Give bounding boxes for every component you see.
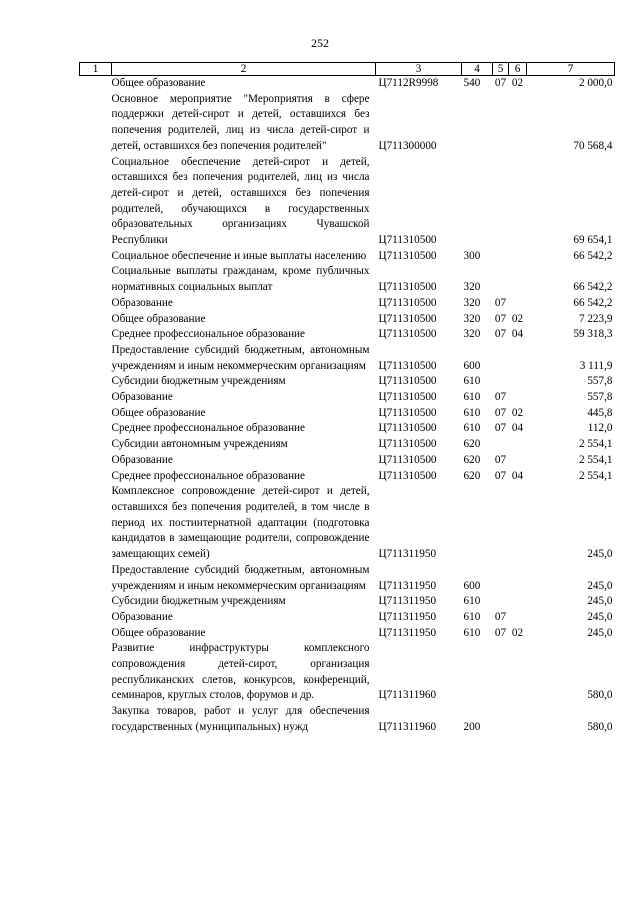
row-subsection: 04 [511,422,524,435]
row-subsection [509,484,527,563]
table-row [80,76,615,92]
row-expense-type: 620 [463,438,481,451]
table-row [80,249,615,265]
row-expense-type: 200 [463,720,481,733]
row-amount: 245,0 [587,626,613,639]
row-subsection [509,92,527,155]
table-row [80,563,615,594]
row-target-code: Ц711310500 [378,469,437,482]
table-body [80,76,615,736]
row-expense-type: 610 [463,626,481,639]
table-row [80,626,615,642]
row-section: 07 [494,626,507,639]
row-target-code: Ц711310500 [378,281,437,294]
table-row [80,343,615,374]
row-amount: 112,0 [587,422,613,435]
row-target-code: Ц711310500 [378,312,437,325]
cell-num [80,343,112,374]
row-expense-type [462,92,493,155]
row-section: 07 [494,312,507,325]
row-section: 07 [494,77,507,89]
table-row [80,296,615,312]
row-expense-type: 320 [463,281,481,294]
cell-num [80,641,112,704]
row-name: Субсидии автономным учреждениям [111,438,288,451]
row-target-code: Ц711310500 [378,249,437,262]
table-row [80,264,615,295]
row-name: Общее образование [111,77,206,89]
row-expense-type: 610 [463,406,481,419]
row-amount: 66 542,2 [573,281,613,294]
cell-num [80,594,112,610]
row-section [493,563,509,594]
row-target-code: Ц711310500 [378,359,437,372]
row-expense-type: 610 [463,391,481,404]
row-target-code: Ц711310500 [378,438,437,451]
row-section [493,249,509,265]
row-target-code: Ц711310500 [378,375,437,388]
row-name: Среднее профессиональное образование [111,422,306,435]
table-row [80,390,615,406]
page-number: 252 [311,36,329,50]
row-subsection [509,264,527,295]
row-name: Общее образование [111,406,206,419]
cell-num [80,563,112,594]
row-expense-type: 610 [463,422,481,435]
row-section: 07 [494,391,507,404]
row-subsection [509,704,527,735]
row-subsection [509,390,527,406]
row-target-code: Ц711310500 [378,391,437,404]
row-name: Комплексное сопровождение детей-сирот и детей, оставшихся без попечения родителей, в том числе в период их постинтернатной адаптации (подготовка кандидатов в замещающие родители, сопровождение замещающих семей) [111,485,370,561]
row-subsection [509,563,527,594]
cell-num [80,610,112,626]
table-row [80,469,615,485]
row-subsection [509,249,527,265]
cell-num [80,704,112,735]
row-section: 07 [494,328,507,341]
row-subsection: 02 [511,77,524,89]
row-expense-type [462,484,493,563]
table-row [80,484,615,563]
cell-num [80,76,112,92]
row-name: Развитие инфраструктуры комплексного сопровождения детей-сирот, организация республиканских слетов, конкурсов, конференций, семинаров, круглых столов, форумов и др. [111,642,370,702]
row-section [493,704,509,735]
row-target-code: Ц711311950 [378,626,437,639]
cell-num [80,484,112,563]
table-row [80,610,615,626]
cell-num [80,437,112,453]
row-section: 07 [494,610,507,623]
row-amount: 3 111,9 [579,359,613,372]
row-expense-type: 600 [463,359,481,372]
table-row [80,374,615,390]
row-target-code: Ц711311950 [378,548,437,561]
cell-num [80,264,112,295]
row-name: Среднее профессиональное образование [111,328,306,341]
row-section [493,484,509,563]
row-expense-type: 610 [463,375,481,388]
cell-num [80,421,112,437]
cell-num [80,390,112,406]
row-subsection: 02 [511,406,524,419]
header-row [80,63,615,76]
row-name: Социальные выплаты гражданам, кроме публичных нормативных социальных выплат [111,265,370,294]
row-expense-type [462,641,493,704]
row-name: Закупка товаров, работ и услуг для обеспечения государственных (муниципальных) нужд [111,705,370,733]
row-expense-type: 320 [463,296,481,309]
row-target-code: Ц711311960 [378,689,437,702]
row-section: 07 [494,406,507,419]
row-section: 07 [494,469,507,482]
row-amount: 2 554,1 [578,469,613,482]
row-name: Общее образование [111,626,206,639]
row-subsection: 04 [511,328,524,341]
row-target-code: Ц711311950 [378,610,437,623]
table-row [80,92,615,155]
cell-num [80,249,112,265]
row-expense-type: 620 [463,469,481,482]
row-subsection [509,610,527,626]
row-target-code: Ц711311960 [378,720,437,733]
cell-num [80,469,112,485]
row-expense-type: 610 [463,595,481,608]
cell-num [80,327,112,343]
row-subsection [509,594,527,610]
row-subsection: 02 [511,312,524,325]
table-row [80,453,615,469]
row-expense-type: 610 [463,610,481,623]
row-target-code: Ц7112R9998 [378,77,439,89]
cell-num [80,453,112,469]
row-section [493,264,509,295]
cell-num [80,296,112,312]
row-name: Образование [111,610,173,623]
row-expense-type: 320 [463,328,481,341]
row-section [493,437,509,453]
row-name: Субсидии бюджетным учреждениям [111,375,286,388]
row-subsection [509,453,527,469]
row-amount: 2 554,1 [578,438,613,451]
row-amount: 59 318,3 [573,328,613,341]
row-expense-type: 320 [463,312,481,325]
row-name: Социальное обеспечение и иные выплаты населению [111,249,367,262]
cell-num [80,374,112,390]
row-amount: 245,0 [587,579,613,592]
table-row [80,312,615,328]
table-row [80,641,615,704]
row-name: Социальное обеспечение детей-сирот и детей, оставшихся без попечения родителей, лиц из числа детей-сирот и детей, оставшихся без попечения родителей, обучающихся в государственных образовательных организациях Чувашской Республики [111,155,370,247]
row-target-code: Ц711310500 [378,453,437,466]
row-amount: 580,0 [587,689,613,702]
row-subsection: 02 [511,626,524,639]
header-col-5: 5 [493,63,509,76]
row-amount: 70 568,4 [573,139,613,152]
table-row [80,155,615,249]
cell-num [80,312,112,328]
table-row [80,421,615,437]
row-target-code: Ц711310500 [378,234,437,247]
row-amount: 557,8 [587,391,613,404]
row-amount: 580,0 [587,720,613,733]
row-name: Образование [111,296,173,309]
row-amount: 245,0 [587,595,613,608]
row-expense-type [462,155,493,249]
table-row [80,704,615,735]
row-section: 07 [494,453,507,466]
row-section: 07 [494,296,507,309]
row-target-code: Ц711310500 [378,328,437,341]
row-subsection [509,437,527,453]
row-section [493,92,509,155]
row-expense-type: 540 [463,77,481,89]
cell-num [80,626,112,642]
row-target-code: Ц711300000 [378,139,437,152]
cell-num [80,92,112,155]
row-target-code: Ц711310500 [378,422,437,435]
row-amount: 445,8 [587,406,613,419]
row-expense-type: 620 [463,453,481,466]
row-amount: 69 654,1 [573,234,613,247]
row-section [493,343,509,374]
header-col-7: 7 [527,63,615,76]
header-col-2: 2 [112,63,376,76]
row-amount: 557,8 [587,375,613,388]
row-name: Образование [111,453,173,466]
row-name: Образование [111,391,173,404]
row-subsection [509,641,527,704]
row-name: Основное мероприятие "Мероприятия в сфере поддержки детей-сирот и детей, оставшихся без попечения родителей, лиц из числа детей-сирот и детей, оставшихся без попечения родителей" [111,92,370,152]
header-col-6: 6 [509,63,527,76]
row-section [493,641,509,704]
row-section [493,155,509,249]
row-amount: 245,0 [587,548,613,561]
row-expense-type: 300 [463,249,481,262]
row-name: Среднее профессиональное образование [111,469,306,482]
row-name: Общее образование [111,312,206,325]
header-col-1: 1 [80,63,112,76]
row-amount: 66 542,2 [573,296,613,309]
row-subsection [509,155,527,249]
row-amount: 245,0 [587,610,613,623]
header-col-4: 4 [462,63,493,76]
budget-table [79,62,615,736]
row-name: Субсидии бюджетным учреждениям [111,595,286,608]
table-row [80,437,615,453]
row-expense-type: 600 [463,579,481,592]
row-target-code: Ц711310500 [378,296,437,309]
header-col-3: 3 [376,63,462,76]
row-section: 07 [494,422,507,435]
cell-num [80,406,112,422]
row-amount: 2 000,0 [578,77,613,89]
row-amount: 7 223,9 [578,312,613,325]
row-section [493,594,509,610]
table-header [80,63,615,76]
row-subsection [509,343,527,374]
row-section [493,374,509,390]
row-target-code: Ц711311950 [378,579,437,592]
row-subsection: 04 [511,469,524,482]
table-row [80,406,615,422]
row-name: Предоставление субсидий бюджетным, автономным учреждениям и иным некоммерческим организациям [111,563,370,592]
cell-num [80,155,112,249]
row-amount: 66 542,2 [573,249,613,262]
row-name: Предоставление субсидий бюджетным, автономным учреждениям и иным некоммерческим организациям [111,343,370,372]
table-row [80,594,615,610]
row-target-code: Ц711310500 [378,406,437,419]
table-row [80,327,615,343]
row-subsection [509,374,527,390]
row-target-code: Ц711311950 [378,595,437,608]
row-subsection [509,296,527,312]
row-amount: 2 554,1 [578,453,613,466]
